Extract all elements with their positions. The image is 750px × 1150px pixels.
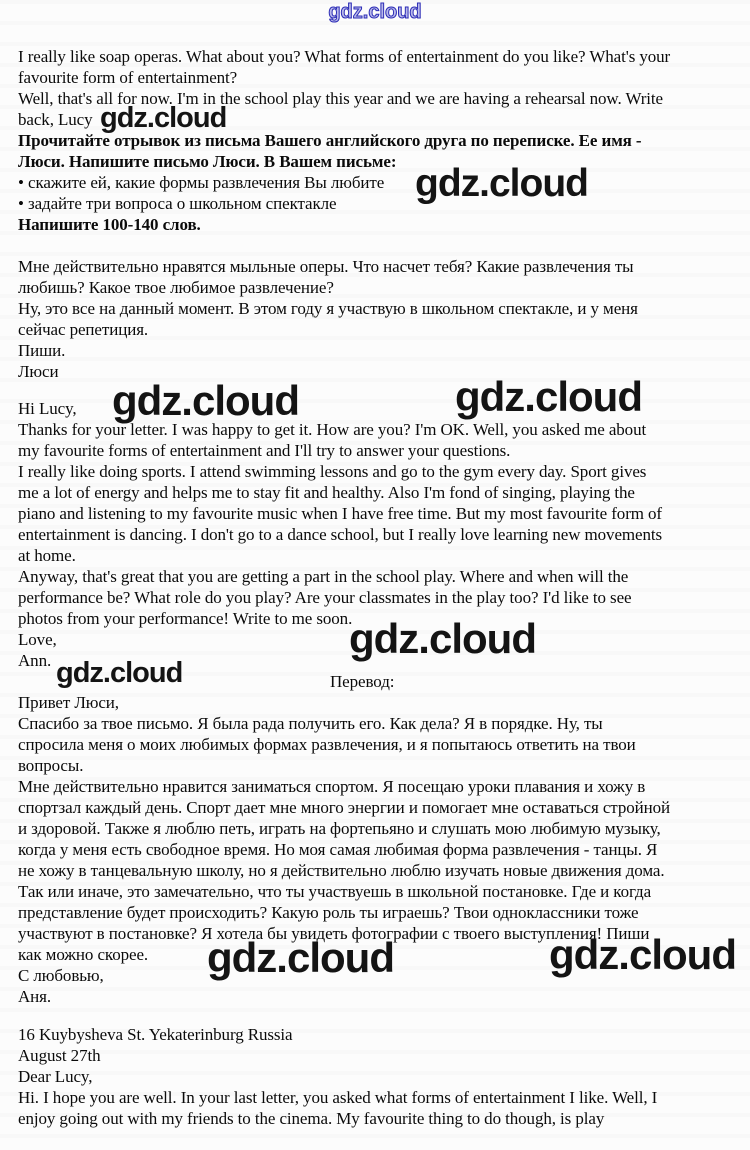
text-line: favourite form of entertainment?	[18, 68, 238, 87]
text-line: как можно скорее.	[18, 945, 149, 964]
gdz-cloud-watermark-top: gdz.cloud	[328, 1, 422, 23]
perevod-label: Перевод:	[330, 672, 395, 691]
text-line: Мне действительно нравится заниматься спортом. Я посещаю уроки плавания и хожу в	[18, 777, 646, 796]
text-line: Аня.	[18, 987, 52, 1006]
text-line: Привет Люси,	[18, 693, 119, 712]
text-line: Прочитайте отрывок из письма Вашего английского друга по переписке. Ее имя -	[18, 131, 642, 150]
task-instructions	[18, 130, 744, 235]
text-line: представление будет происходить? Какую роль ты играешь? Твои одноклассники тоже	[18, 903, 639, 922]
text-line: Так или иначе, это замечательно, что ты участвуешь в школьной постановке. Где и когда	[18, 882, 652, 901]
text-line: Напишите 100-140 слов.	[18, 215, 201, 234]
text-line: Мне действительно нравятся мыльные оперы. Что насчет тебя? Какие развлечения ты	[18, 257, 634, 276]
gdz-cloud-watermark: gdz.cloud	[455, 373, 642, 420]
gdz-cloud-watermark: gdz.cloud	[207, 934, 394, 981]
gdz-cloud-watermark: gdz.cloud	[549, 931, 736, 978]
text-line: спортзал каждый день. Спорт дает мне много энергии и помогает мне оставаться стройной	[18, 798, 671, 817]
text-line: участвуют в постановке? Я хотела бы увидеть фотографии с твоего выступления! Пиши	[18, 924, 650, 943]
text-line: вопросы.	[18, 756, 84, 775]
text-line: I really like soap operas. What about you? What forms of entertainment do you like? What's your	[18, 47, 671, 66]
text-line: Ann.	[18, 651, 52, 670]
text-line: Well, that's all for now. I'm in the school play this year and we are having a rehearsal now. Write	[18, 89, 663, 108]
text-line: любишь? Какое твое любимое развлечение?	[18, 278, 334, 297]
second-letter	[18, 1024, 744, 1129]
gdz-cloud-watermark: gdz.cloud	[100, 102, 227, 134]
text-line: I really like doing sports. I attend swimming lessons and go to the gym every day. Sport gives	[18, 462, 647, 481]
text-line: С любовью,	[18, 966, 104, 985]
text-line: 16 Kuybysheva St. Yekaterinburg Russia	[18, 1025, 293, 1044]
text-line: photos from your performance! Write to me soon.	[18, 609, 353, 628]
text-line: at home.	[18, 546, 76, 565]
text-line: спросила меня о моих любимых формах развлечения, и я попытаюсь ответить на твои	[18, 735, 636, 754]
text-line: Ну, это все на данный момент. В этом году я участвую в школьном спектакле, и у меня	[18, 299, 638, 318]
gdz-cloud-watermark: gdz.cloud	[56, 657, 183, 689]
text-line: Hi. I hope you are well. In your last letter, you asked what forms of entertainment I like. Well, I	[18, 1088, 658, 1107]
text-line: не хожу в танцевальную школу, но я действительно люблю изучать новые движения дома.	[18, 861, 665, 880]
text-line: Thanks for your letter. I was happy to get it. How are you? I'm OK. Well, you asked me about	[18, 420, 647, 439]
text-line: Hi Lucy,	[18, 399, 77, 418]
text-line: сейчас репетиция.	[18, 320, 149, 339]
text-line: Love,	[18, 630, 57, 649]
text-line: piano and listening to my favourite music when I have free time. But my most favourite form of	[18, 504, 662, 523]
text-line: Dear Lucy,	[18, 1067, 93, 1086]
text-line: August 27th	[18, 1046, 101, 1065]
gdz-cloud-watermark: gdz.cloud	[415, 162, 588, 205]
gdz-cloud-watermark: gdz.cloud	[349, 615, 536, 662]
text-line: Люси. Напишите письмо Люси. В Вашем письме:	[18, 152, 397, 171]
text-line: Люси	[18, 362, 59, 381]
text-line: my favourite forms of entertainment and I'll try to answer your questions.	[18, 441, 511, 460]
text-line: когда у меня есть свободное время. Но моя самая любимая форма развлечения - танцы. Я	[18, 840, 658, 859]
text-line: performance be? What role do you play? Are your classmates in the play too? I'd like to see	[18, 588, 632, 607]
text-line: и здоровой. Также я люблю петь, играть на фортепьяно и слушать мою любимую музыку,	[18, 819, 661, 838]
text-line: entertainment is dancing. I don't go to a dance school, but I really love learning new movements	[18, 525, 662, 544]
text-line: back, Lucy	[18, 110, 93, 129]
text-line: Пиши.	[18, 341, 66, 360]
bullet-line: • скажите ей, какие формы развлечения Вы любите	[18, 173, 385, 192]
task-translation	[18, 256, 744, 382]
bullet-line: • задайте три вопроса о школьном спектакле	[18, 194, 337, 213]
text-line: Anyway, that's great that you are getting a part in the school play. Where and when will the	[18, 567, 629, 586]
text-line: Спасибо за твое письмо. Я была рада получить его. Как дела? Я в порядке. Ну, ты	[18, 714, 603, 733]
text-line: me a lot of energy and helps me to stay fit and healthy. Also I'm fond of singing, playing the	[18, 483, 635, 502]
text-line: enjoy going out with my friends to the cinema. My favourite thing to do though, is play	[18, 1109, 605, 1128]
gdz-cloud-watermark: gdz.cloud	[112, 377, 299, 424]
